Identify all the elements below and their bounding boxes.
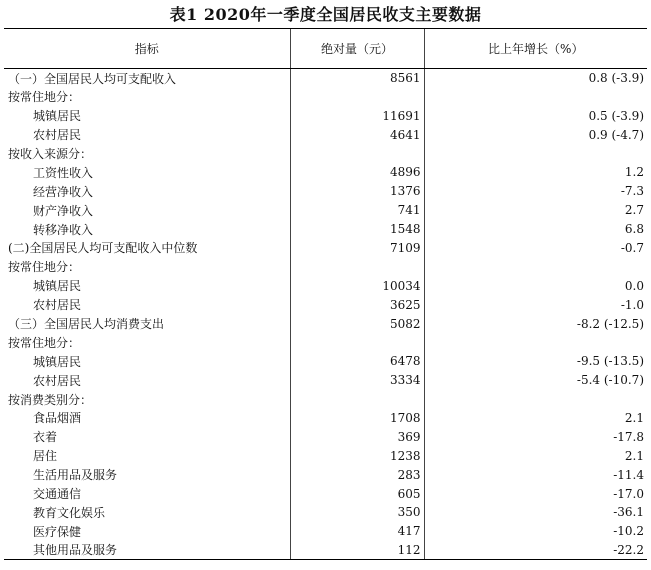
row-value: 6478 — [290, 352, 424, 371]
table-row — [4, 295, 647, 314]
row-value: 1376 — [290, 182, 424, 201]
row-growth: 0.9 (-4.7) — [424, 125, 647, 144]
row-indicator: (二)全国居民人均可支配收入中位数 — [8, 241, 198, 256]
row-growth — [424, 257, 647, 276]
row-value: 3625 — [290, 295, 424, 314]
row-indicator: 转移净收入 — [33, 222, 94, 237]
row-value — [290, 257, 424, 276]
row-growth: -9.5 (-13.5) — [424, 352, 647, 371]
row-indicator: 按收入来源分： — [8, 147, 93, 161]
row-indicator: 经营净收入 — [33, 184, 94, 199]
row-value: 11691 — [290, 106, 424, 125]
row-growth: 1.2 — [424, 163, 647, 182]
row-value: 1548 — [290, 220, 424, 239]
row-indicator: 按消费类别分： — [8, 392, 93, 407]
row-indicator: 农村居民 — [33, 373, 82, 388]
row-indicator: 城镇居民 — [33, 109, 82, 124]
row-value: 741 — [290, 201, 424, 220]
row-indicator: 生活用品及服务 — [33, 468, 118, 483]
row-indicator: 食品烟酒 — [33, 411, 82, 426]
row-indicator: 按常住地分： — [8, 90, 81, 105]
table-row — [4, 371, 647, 390]
table-row — [4, 409, 647, 428]
row-growth: 2.7 — [424, 201, 647, 220]
row-value: 3334 — [290, 371, 424, 390]
row-growth — [424, 390, 647, 409]
row-indicator: 农村居民 — [33, 128, 82, 143]
row-value: 8561 — [290, 69, 424, 88]
table-row — [4, 220, 647, 239]
row-growth: -1.0 — [424, 295, 647, 314]
row-growth: -22.2 — [424, 541, 647, 560]
table-row — [4, 69, 647, 88]
row-indicator: 交通通信 — [33, 487, 82, 502]
table-row — [4, 239, 647, 258]
row-indicator: 按常住地分： — [8, 335, 81, 350]
table-row — [4, 144, 647, 163]
row-growth: 0.8 (-3.9) — [424, 69, 647, 88]
row-indicator: 其他用品及服务 — [4, 541, 290, 560]
row-growth — [424, 333, 647, 352]
row-indicator: （三）全国居民人均消费支出 — [8, 317, 165, 332]
income-expenditure-table — [4, 28, 647, 560]
row-value: 283 — [290, 465, 424, 484]
row-growth: -11.4 — [424, 465, 647, 484]
row-indicator: 城镇居民 — [33, 354, 82, 369]
row-growth: -17.8 — [424, 427, 647, 446]
row-indicator: 教育文化娱乐 — [33, 505, 106, 520]
row-growth: -8.2 (-12.5) — [424, 314, 647, 333]
table-row — [4, 333, 647, 352]
table-row — [4, 427, 647, 446]
table-row — [4, 163, 647, 182]
table-header-row — [4, 29, 647, 69]
row-value: 1238 — [290, 446, 424, 465]
row-value: 1708 — [290, 409, 424, 428]
row-value: 605 — [290, 484, 424, 503]
row-growth: -5.4 (-10.7) — [424, 371, 647, 390]
row-growth: -7.3 — [424, 182, 647, 201]
row-indicator: 医疗保健 — [33, 524, 82, 539]
row-growth: 0.0 — [424, 276, 647, 295]
table-row — [4, 446, 647, 465]
row-indicator: 农村居民 — [33, 298, 82, 313]
row-value — [290, 333, 424, 352]
row-value: 5082 — [290, 314, 424, 333]
table-row — [4, 87, 647, 106]
row-indicator: （一）全国居民人均可支配收入 — [8, 71, 177, 86]
header-absolute-value: 绝对量（元） — [290, 29, 424, 69]
table-row — [4, 503, 647, 522]
row-indicator: 居住 — [33, 449, 58, 464]
table-row — [4, 541, 647, 560]
row-growth: 0.5 (-3.9) — [424, 106, 647, 125]
table-row — [4, 314, 647, 333]
row-value — [290, 87, 424, 106]
row-growth: 6.8 — [424, 220, 647, 239]
row-value — [290, 390, 424, 409]
row-growth: 2.1 — [424, 446, 647, 465]
table-row — [4, 182, 647, 201]
row-value: 417 — [290, 522, 424, 541]
row-indicator: 财产净收入 — [33, 203, 94, 218]
row-growth: 2.1 — [424, 409, 647, 428]
row-value — [290, 144, 424, 163]
table-row — [4, 257, 647, 276]
row-indicator: 城镇居民 — [33, 279, 82, 294]
header-indicator: 指标 — [4, 29, 290, 69]
table-row — [4, 352, 647, 371]
row-growth: -36.1 — [424, 503, 647, 522]
row-growth: -0.7 — [424, 239, 647, 258]
row-value: 369 — [290, 427, 424, 446]
row-value: 4641 — [290, 125, 424, 144]
table-title: 表1 2020年一季度全国居民收支主要数据 — [169, 5, 482, 24]
table-row — [4, 390, 647, 409]
table-row — [4, 484, 647, 503]
row-value: 7109 — [290, 239, 424, 258]
row-value: 4896 — [290, 163, 424, 182]
header-growth: 比上年增长（%） — [424, 29, 647, 69]
row-indicator: 按常住地分： — [8, 260, 81, 275]
row-growth — [424, 144, 647, 163]
row-growth: -17.0 — [424, 484, 647, 503]
table-row — [4, 522, 647, 541]
table-row — [4, 125, 647, 144]
row-growth — [424, 87, 647, 106]
row-value: 112 — [290, 541, 424, 560]
row-value: 10034 — [290, 276, 424, 295]
row-indicator: 衣着 — [33, 430, 58, 445]
row-value: 350 — [290, 503, 424, 522]
row-indicator: 工资性收入 — [33, 165, 94, 180]
table-row — [4, 276, 647, 295]
row-growth: -10.2 — [424, 522, 647, 541]
table-row — [4, 106, 647, 125]
table-row — [4, 201, 647, 220]
table-row — [4, 465, 647, 484]
